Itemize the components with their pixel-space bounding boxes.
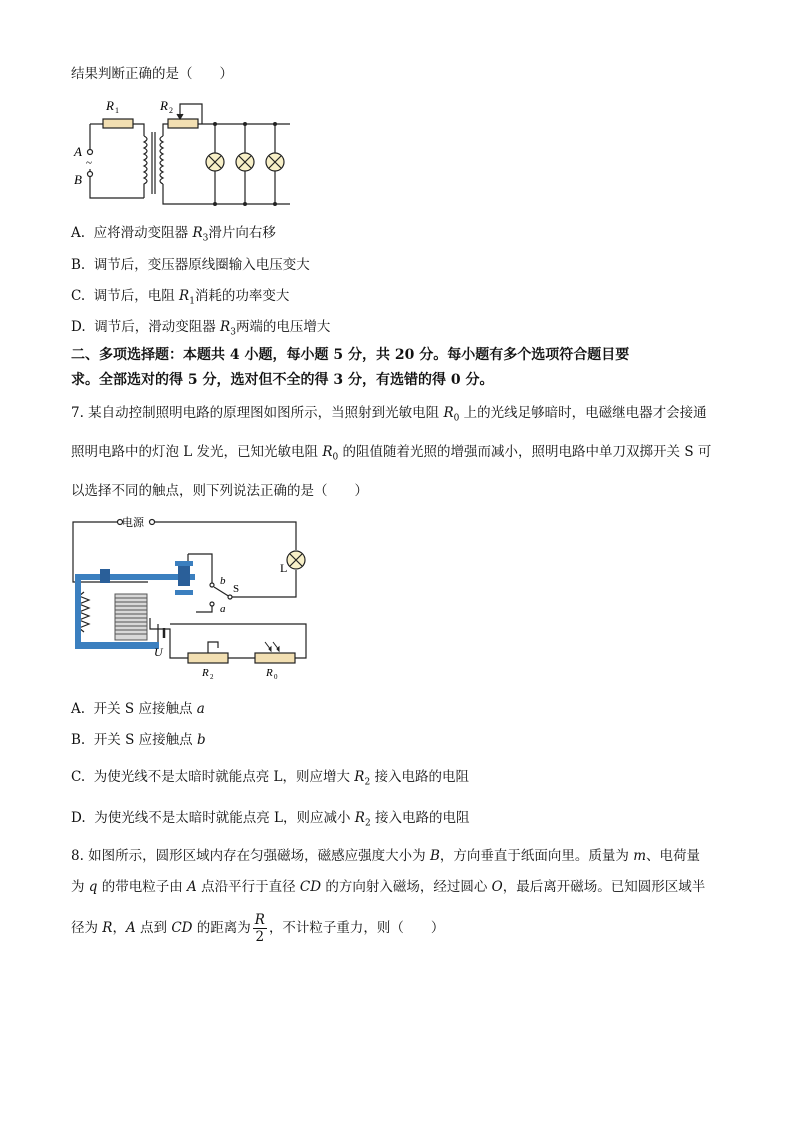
fraction-r-over-2: $\frac{R}{2}$ xyxy=(254,912,265,945)
svg-text:2: 2 xyxy=(169,106,173,115)
section2-heading-line1: 二、多项选择题：本题共 4 小题，每小题 5 分，共 20 分。每小题有多个选项符合题目要 xyxy=(71,347,630,363)
r2-rheostat xyxy=(188,653,228,663)
svg-text:R: R xyxy=(160,98,168,113)
q6-option-a: A. 应将滑动变阻器 $R_3$滑片向右移 xyxy=(71,225,276,244)
q6-option-b: B. 调节后，变压器原线圈输入电压变大 xyxy=(71,257,310,273)
svg-text:电源: 电源 xyxy=(122,517,144,529)
q8-line3: 径为 R，A 点到 CD 的距离为 $\frac{R}{2}$ ，不计粒子重力，则（ ） xyxy=(71,912,445,945)
r0-photoresistor xyxy=(255,653,295,663)
q6-option-d: D. 调节后，滑动变阻器 $R_3$两端的电压增大 xyxy=(71,319,331,338)
q7-option-c: C. 为使光线不是太暗时就能点亮 L，则应增大 $R_2$ 接入电路的电阻 xyxy=(71,769,469,788)
r1-resistor xyxy=(103,119,133,128)
q7-line2: 照明电路中的灯泡 L 发光，已知光敏电阻 $R_0$ 的阻值随着光照的增强而减小，照明电路中单刀双掷开关 S 可 xyxy=(71,444,712,463)
svg-text:b: b xyxy=(220,575,226,587)
q7-option-b: B. 开关 S 应接触点 b xyxy=(71,732,206,748)
transformer-circuit-figure xyxy=(70,94,300,214)
electromagnet-icon xyxy=(75,561,195,649)
section2-heading-line2: 求。全部选对的得 5 分，选对但不全的得 3 分，有选错的得 0 分。 xyxy=(71,372,494,388)
q7-option-d: D. 为使光线不是太暗时就能点亮 L，则应减小 $R_2$ 接入电路的电阻 xyxy=(71,810,470,829)
svg-text:U: U xyxy=(154,645,163,659)
svg-text:2: 2 xyxy=(210,673,214,681)
svg-text:a: a xyxy=(220,603,226,615)
q6-intro: 结果判断正确的是（ ） xyxy=(71,66,233,82)
svg-text:R: R xyxy=(106,98,114,113)
svg-text:B: B xyxy=(74,172,82,187)
q7-line1: 7. 某自动控制照明电路的原理图如图所示，当照射到光敏电阻 $R_0$ 上的光线足够暗时，电磁继电器才会接通 xyxy=(71,405,707,424)
svg-text:~: ~ xyxy=(86,157,92,169)
svg-text:R: R xyxy=(266,667,273,679)
q7-option-a: A. 开关 S 应接触点 a xyxy=(71,701,205,717)
svg-text:R: R xyxy=(202,667,209,679)
svg-text:0: 0 xyxy=(274,673,278,681)
q6-option-c: C. 调节后，电阻 $R_1$消耗的功率变大 xyxy=(71,288,290,307)
relay-circuit-figure xyxy=(70,514,315,684)
svg-text:1: 1 xyxy=(115,106,119,115)
q8-line2: 为 q 的带电粒子由 A 点沿平行于直径 CD 的方向射入磁场，经过圆心 O，最后离开磁场。已知圆形区域半 xyxy=(71,879,706,895)
q7-line3: 以选择不同的触点，则下列说法正确的是（ ） xyxy=(71,483,368,499)
svg-text:A: A xyxy=(74,144,82,159)
svg-text:S: S xyxy=(233,583,240,595)
svg-text:L: L xyxy=(280,561,288,575)
lamp-icons xyxy=(206,153,284,171)
q8-line1: 8. 如图所示，圆形区域内存在匀强磁场，磁感应强度大小为 B，方向垂直于纸面向里。质量为 m、电荷量 xyxy=(71,848,700,864)
r2-rheostat xyxy=(168,119,198,128)
